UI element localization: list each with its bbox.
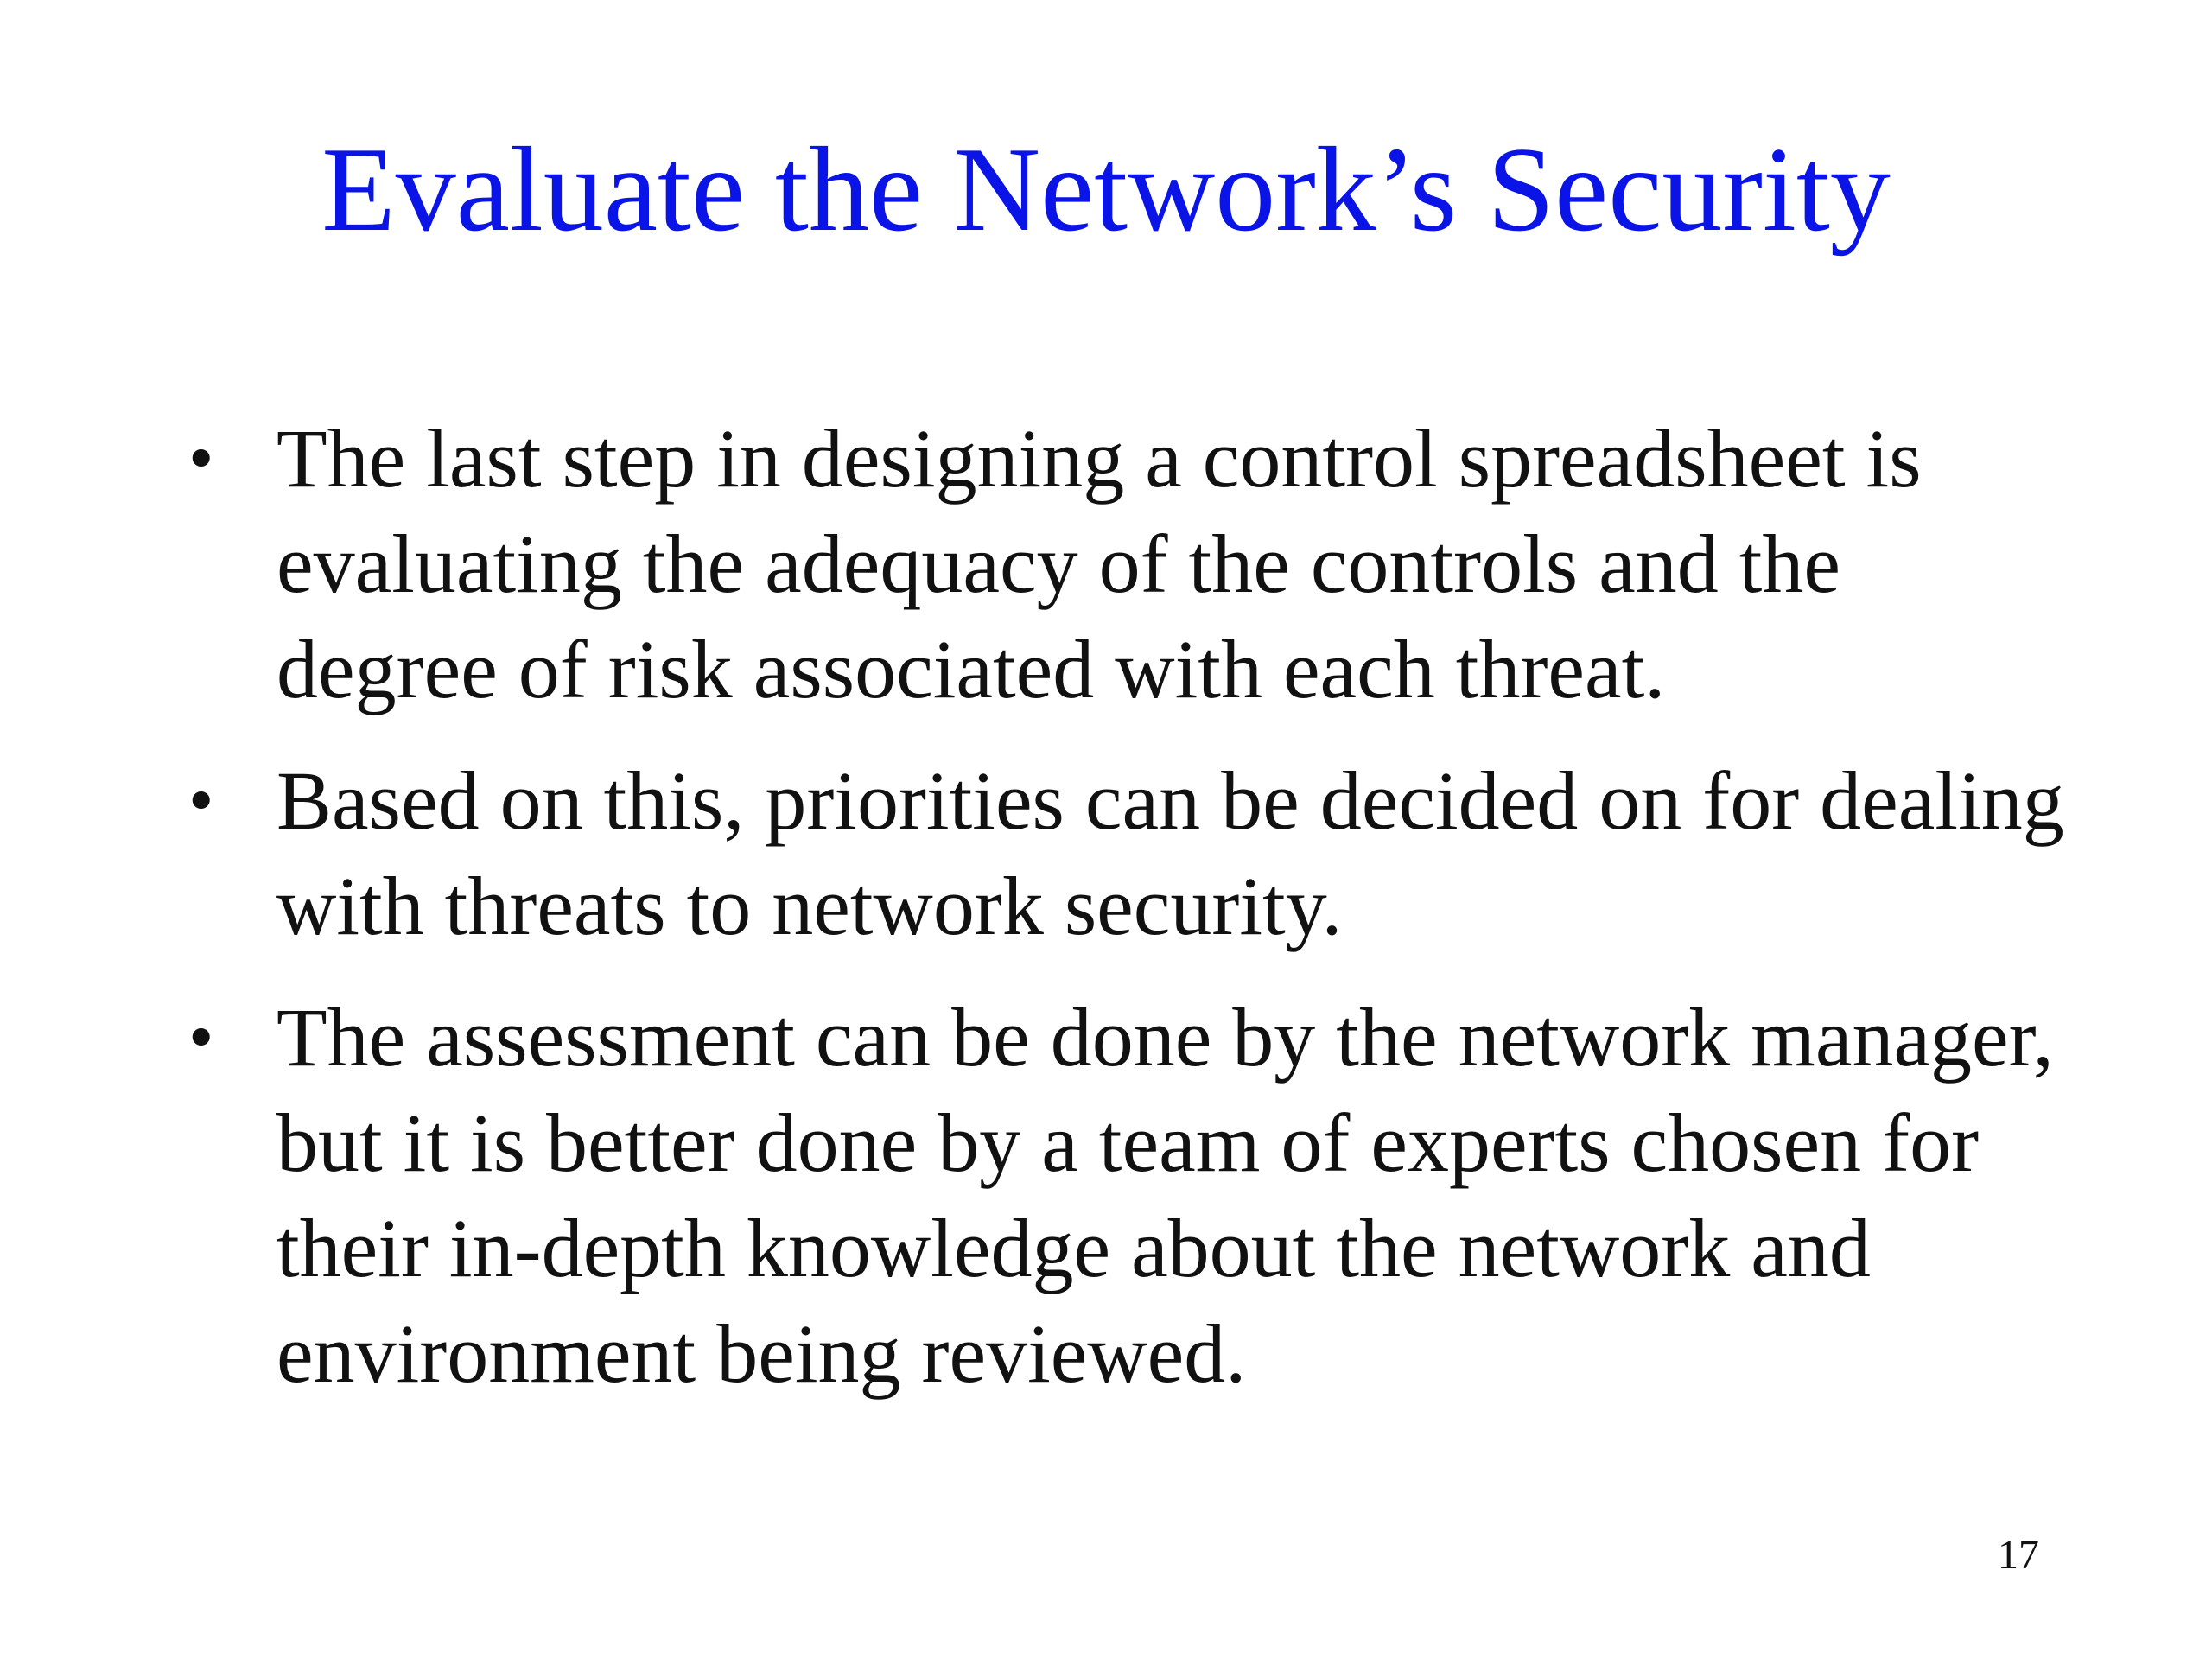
bullet-item	[164, 985, 2065, 1407]
bullet-text: The last step in designing a control spreadsheet is evaluating the adequacy of the controls and the degree of risk associated with each threat.	[276, 412, 1922, 715]
bullet-text: Based on this, priorities can be decided on for dealing with threats to network security.	[276, 754, 2064, 952]
bullet-item	[164, 406, 2065, 722]
slide-title: Evaluate the Network’s Security	[321, 123, 1891, 257]
slide-number: 17	[1998, 1532, 2039, 1578]
bullet-icon: •	[188, 418, 214, 499]
bullet-item	[164, 748, 2065, 959]
bullet-text: The assessment can be done by the network manager, but it is better done by a team of experts chosen for their in-depth knowledge about the network and environment being reviewed.	[276, 991, 2054, 1400]
bullet-icon: •	[188, 760, 214, 841]
bullet-icon: •	[188, 997, 214, 1077]
bullet-list	[164, 406, 2065, 1407]
